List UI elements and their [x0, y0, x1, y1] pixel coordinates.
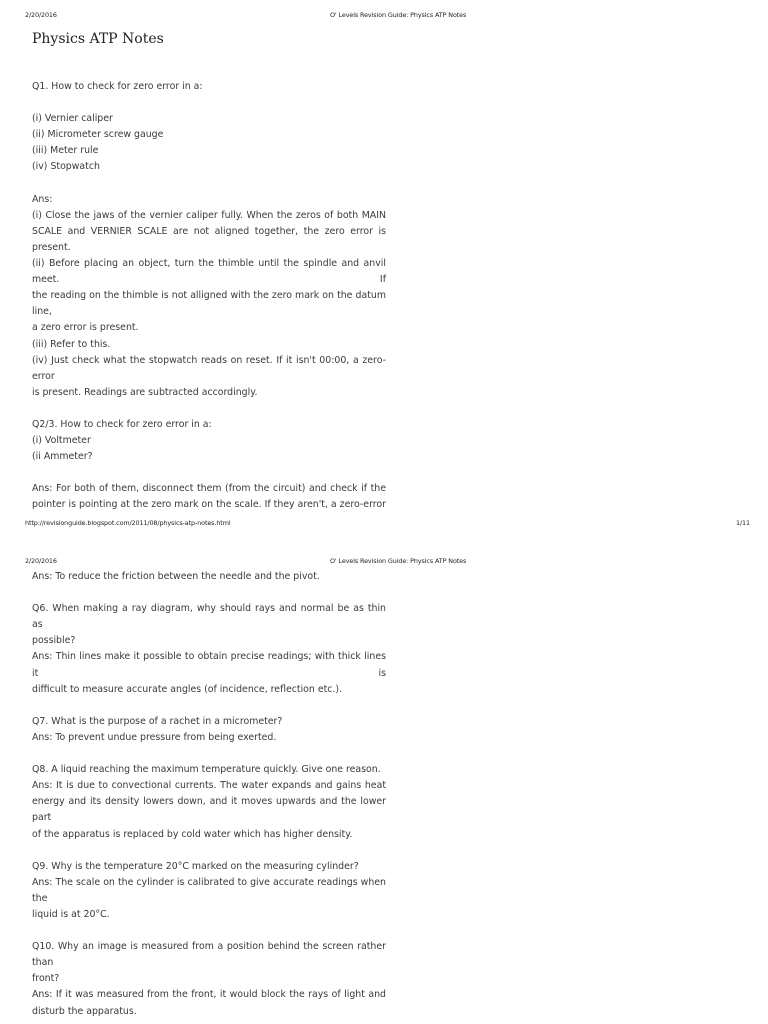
header-title: O' Levels Revision Guide: Physics ATP Notes [330, 557, 467, 565]
document-page-2 [0, 547, 768, 1024]
question-1: Q1. How to check for zero error in a: [32, 81, 203, 92]
question-8: Q8. A liquid reaching the maximum temperature quickly. Give one reason. Ans: It is due to convectional currents. The water expands and gains heat energy and its density lowers down, and it moves upwards and the lower part of the apparatus is replaced by cold water which has higher density. [32, 764, 386, 840]
question-1-items: (i) Vernier caliper (ii) Micrometer screw gauge (iii) Meter rule (iv) Stopwatch [32, 113, 164, 173]
header-date: 2/20/2016 [25, 11, 57, 19]
question-7: Q7. What is the purpose of a rachet in a micrometer? Ans: To prevent undue pressure from being exerted. [32, 715, 283, 743]
question-9: Q9. Why is the temperature 20°C marked on the measuring cylinder? Ans: The scale on the cylinder is calibrated to give accurate readings when the liquid is at 20°C. [32, 860, 386, 920]
page-1-content [32, 79, 386, 514]
header-date: 2/20/2016 [25, 557, 57, 565]
answer-4-5: Ans: To reduce the friction between the needle and the pivot. [32, 571, 320, 582]
question-2-3: Q2/3. How to check for zero error in a: (i) Voltmeter (ii Ammeter? [32, 418, 212, 463]
answer-2-3: Ans: For both of them, disconnect them (from the circuit) and check if the pointer is pointing at the zero mark on the scale. If they aren't, a zero-error [32, 483, 386, 511]
question-6: Q6. When making a ray diagram, why should rays and normal be as thin as possible? Ans: Thin lines make it possible to obtain precise readings; with thick lines it is difficult to measure accurate angles (of incidence, reflection etc.). [32, 603, 386, 695]
question-10: Q10. Why an image is measured from a position behind the screen rather than front? Ans: If it was measured from the front, it would block the rays of light and disturb the apparatus. [32, 941, 386, 1017]
page-2-content [32, 569, 386, 1024]
footer-page-number: 1/11 [736, 519, 750, 527]
answer-1: Ans: (i) Close the jaws of the vernier caliper fully. When the zeros of both MAIN SCALE and VERNIER SCALE are not aligned together, the zero error is present. (ii) Before placing an object, turn the thimble until the spindle and anvil meet. If the reading on the thimble is not alligned with the zero mark on the datum line, a zero error is present. (iii) Refer to this. (iv) Just check what the stopwatch reads on reset. If it isn't 00:00, a zero-error is present. Readings are subtracted accordingly. [32, 193, 386, 398]
document-title: Physics ATP Notes [32, 31, 164, 47]
footer-url[interactable]: http://revisionguide.blogspot.com/2011/08/physics-atp-notes.html [25, 519, 231, 527]
header-title: O' Levels Revision Guide: Physics ATP Notes [330, 11, 467, 19]
